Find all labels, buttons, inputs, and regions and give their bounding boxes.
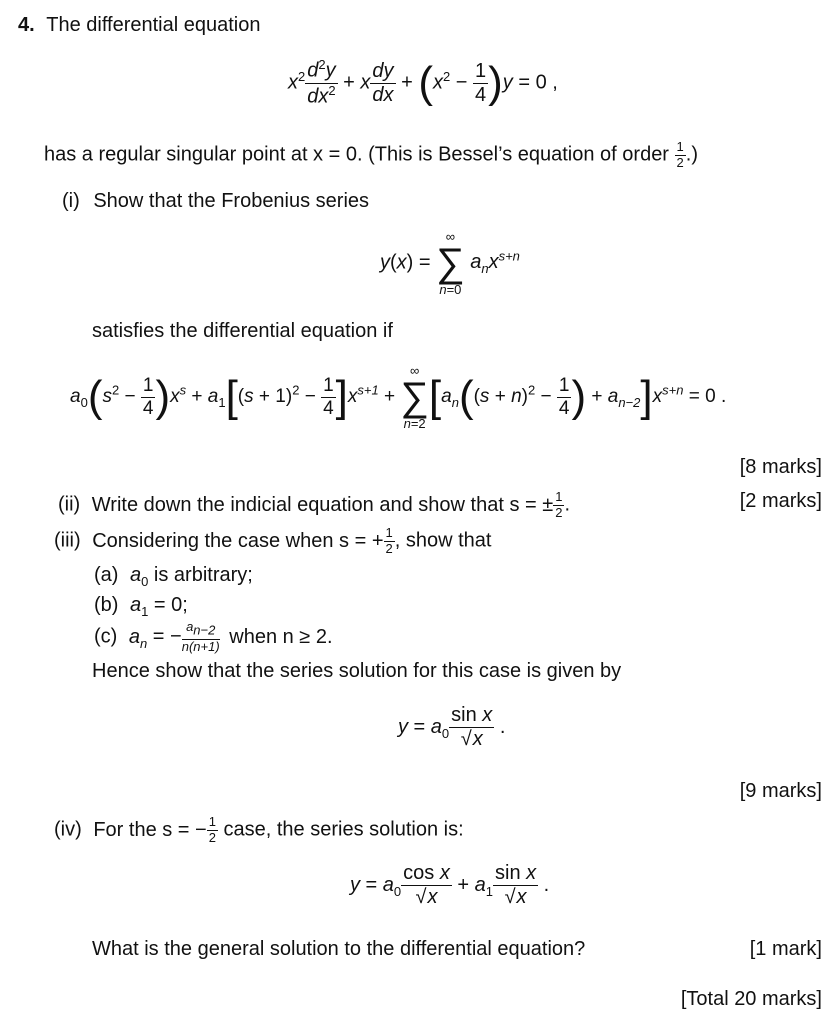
part-iii-c: (c) $a_n$ = − $\frac{a_{n-2}}{n(n+1)}$ when n ≥ 2. <box>94 619 333 654</box>
question-stem: The differential equation <box>46 14 261 36</box>
regular-singular-line: has a regular singular point at x = 0. (This is Bessel’s equation of order $\frac{1}{2}$ .) <box>44 139 698 170</box>
main-equation: $x^2$ $\frac{d^2y}{dx^2}$ + x $\frac{dy}{dx}$ + ($x^2$ − $\frac{1}{4}$ )y = 0 , <box>288 57 558 108</box>
solution-cos-sin: $y = a_0$ $\frac{\text{cos x}}{√x}$ + $a_1$ $\frac{\text{sin x}}{√x}$ . <box>350 862 550 908</box>
part-iv-label: (iv) <box>54 818 82 841</box>
part-iii-a: (a) $a_0$ is arbitrary; <box>94 564 253 589</box>
part-ii: (ii) Write down the indicial equation and show that s = ± $\frac{1}{2}$ . <box>58 489 571 520</box>
part-iii-a-label: (a) <box>94 564 119 586</box>
regular-singular-close: .) <box>685 143 698 166</box>
frobenius-series: y(x) = ∞ ∑ n=0 $a_nx^{s+n}$ <box>380 229 520 297</box>
regular-singular-text: has a regular singular point at x = 0. (This is Bessel’s equation of order <box>44 143 675 166</box>
part-iv-marks: [1 mark] <box>749 938 822 960</box>
part-iii-b: (b) $a_1 = 0$; <box>94 594 188 619</box>
question-number: 4. <box>18 14 35 36</box>
part-iv: (iv) For the s = − $\frac{1}{2}$ case, the series solution is: <box>54 814 464 845</box>
part-iv-text-b: case, the series solution is: <box>217 818 464 841</box>
part-iii-b-label: (b) <box>94 594 119 616</box>
part-iii-marks: [9 marks] <box>739 780 822 802</box>
total-marks: [Total 20 marks] <box>680 988 822 1010</box>
part-ii-label: (ii) <box>58 493 81 516</box>
part-iii-text-b: , show that <box>394 529 492 552</box>
part-i-marks: [8 marks] <box>739 456 822 478</box>
part-iii-a-text: is arbitrary; <box>148 564 253 586</box>
part-i-label: (i) <box>62 190 80 212</box>
part-i-satisfies: satisfies the differential equation if <box>92 320 393 342</box>
part-i-text: Show that the Frobenius series <box>93 190 370 212</box>
part-iii-hence: Hence show that the series solution for this case is given by <box>92 660 622 682</box>
part-ii-marks: [2 marks] <box>739 490 822 512</box>
question-header <box>18 14 260 37</box>
recurrence-equation: $a_0(s^2$ − $\frac{1}{4}$ )$x^s + a_1[(s + 1)^2$ − $\frac{1}{4}$ ]$x^{s+1}$ + ∞ ∑ n=2 [$a_n((s + n)^2$ − $\frac{1}{4}$ ) + $a_{n-2}]x^{s+n} = 0$ . <box>70 363 727 431</box>
part-iii-c-label: (c) <box>94 625 118 648</box>
part-iv-text-a: For the s = − <box>93 818 207 841</box>
part-iii-label: (iii) <box>54 529 81 552</box>
solution-sin: $y = a_0$ $\frac{\text{sin x}}{√x}$ . <box>398 704 506 750</box>
part-iii-text-a: Considering the case when s = + <box>92 529 384 552</box>
part-iv-question: What is the general solution to the differential equation? <box>92 938 586 960</box>
part-iii-c-text: when n ≥ 2. <box>229 625 333 648</box>
part-iii: (iii) Considering the case when s = + $\frac{1}{2}$ , show that <box>54 525 492 556</box>
part-i <box>62 190 369 213</box>
part-iii-b-text: = 0; <box>148 594 188 616</box>
part-ii-text: Write down the indicial equation and show that s = ± <box>91 493 554 516</box>
